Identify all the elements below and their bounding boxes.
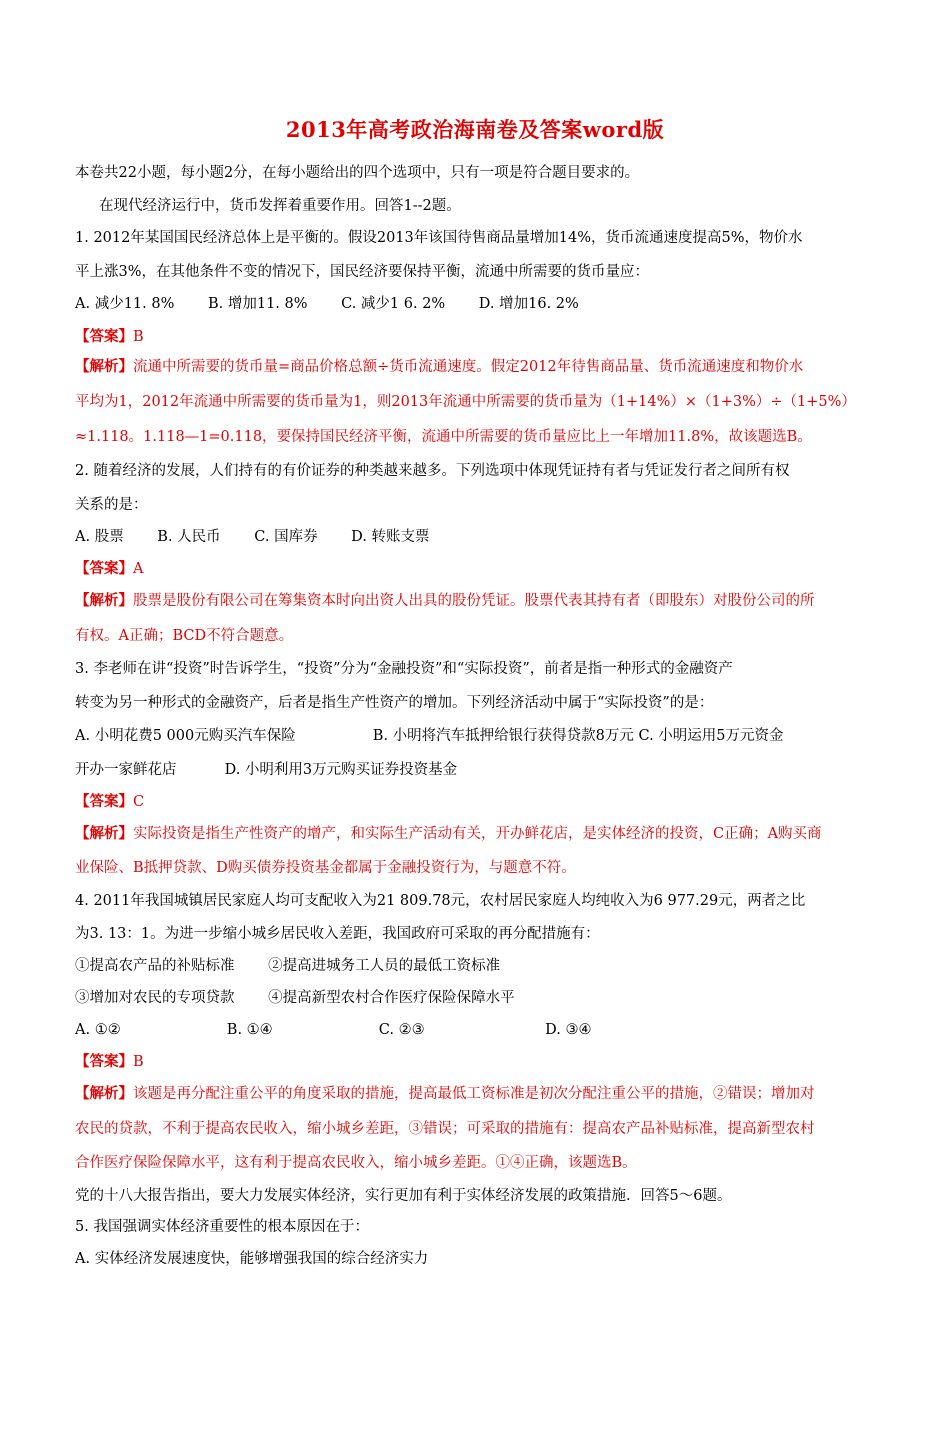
q1-line-2: 平上涨3%，在其他条件不变的情况下，国民经济要保持平衡，流通中所需要的货币量应： bbox=[75, 264, 649, 280]
q1-analysis-3: ≈1.118。1.118—1=0.118，要保持国民经济平衡，流通中所需要的货币量应比上一年增加11.8%，故该题选B。 bbox=[75, 429, 812, 445]
page-title: 2013年高考政治海南卷及答案word版 bbox=[285, 117, 665, 142]
q3-analysis-1 bbox=[75, 824, 875, 844]
q4-analysis-text-1: 该题是再分配注重公平的角度采取的措施，提高最低工资标准是初次分配注重公平的措施，②错误；增加对 bbox=[133, 1086, 815, 1102]
analysis-tag: 【解析】 bbox=[75, 825, 133, 842]
q3-line-1: 3. 李老师在讲“投资”时告诉学生，“投资”分为“金融投资”和“实际投资”，前者是指一种形式的金融资产 bbox=[75, 661, 733, 677]
q2-options: A. 股票 B. 人民币 C. 国库券 D. 转账支票 bbox=[75, 529, 430, 545]
answer-tag: 【答案】 bbox=[75, 328, 133, 345]
answer-tag: 【答案】 bbox=[75, 560, 133, 577]
analysis-tag: 【解析】 bbox=[75, 592, 133, 609]
q4-line-2: 为3. 13：1。为进一步缩小城乡居民收入差距，我国政府可采取的再分配措施有： bbox=[75, 926, 600, 942]
q3-line-4: 开办一家鲜花店 D. 小明利用3万元购买证券投资基金 bbox=[75, 762, 458, 778]
analysis-tag: 【解析】 bbox=[75, 1085, 133, 1102]
analysis-tag: 【解析】 bbox=[75, 358, 133, 375]
q3-analysis-2: 业保险、B抵押贷款、D购买债券投资基金都属于金融投资行为，与题意不符。 bbox=[75, 860, 576, 876]
answer-tag: 【答案】 bbox=[75, 793, 133, 810]
q3-line-2: 转变为另一种形式的金融资产，后者是指生产性资产的增加。下列经济活动中属于“实际投资”的是： bbox=[75, 695, 714, 711]
q1-analysis-2: 平均为1，2012年流通中所需要的货币量为1，则2013年流通中所需要的货币量为（1+14%）×（1+3%）÷（1+5%） bbox=[75, 394, 856, 410]
q4-options: A. ①② B. ①④ C. ②③ D. ③④ bbox=[75, 1022, 592, 1038]
q1-analysis-1 bbox=[75, 357, 875, 377]
q3-answer bbox=[75, 792, 875, 812]
q3-analysis-text-1: 实际投资是指生产性资产的增产，和实际生产活动有关，开办鲜花店，是实体经济的投资，C正确；A购买商 bbox=[133, 826, 822, 842]
answer-tag: 【答案】 bbox=[75, 1053, 133, 1070]
q3-line-3: A. 小明花费5 000元购买汽车保险 B. 小明将汽车抵押给银行获得贷款8万元 C. 小明运用5万元资金 bbox=[75, 728, 784, 744]
q2-analysis-text-1: 股票是股份有限公司在筹集资本时向出资人出具的股份凭证。股票代表其持有者（即股东）对股份公司的所 bbox=[133, 593, 815, 609]
q4-answer bbox=[75, 1052, 875, 1072]
q5-line-1: 5. 我国强调实体经济重要性的根本原因在于： bbox=[75, 1219, 369, 1235]
stem-5-6: 党的十八大报告指出，要大力发展实体经济，实行更加有利于实体经济发展的政策措施．回答5～6题。 bbox=[75, 1188, 732, 1204]
stem-1-2: 在现代经济运行中，货币发挥着重要作用。回答1--2题。 bbox=[99, 198, 461, 214]
q4-line-3: ①提高农产品的补贴标准 ②提高进城务工人员的最低工资标准 bbox=[75, 958, 501, 974]
q4-analysis-1 bbox=[75, 1084, 875, 1104]
q4-line-4: ③增加对农民的专项贷款 ④提高新型农村合作医疗保险保障水平 bbox=[75, 990, 515, 1006]
q2-line-1: 2. 随着经济的发展，人们持有的有价证券的种类越来越多。下列选项中体现凭证持有者与凭证发行者之间所有权 bbox=[75, 463, 790, 479]
q1-line-1: 1. 2012年某国国民经济总体上是平衡的。假设2013年该国待售商品量增加14%，货币流通速度提高5%，物价水 bbox=[75, 230, 803, 246]
intro-text: 本卷共22小题，每小题2分，在每小题给出的四个选项中，只有一项是符合题目要求的。 bbox=[75, 165, 640, 181]
q4-answer-value: B bbox=[133, 1054, 144, 1070]
q4-line-1: 4. 2011年我国城镇居民家庭人均可支配收入为21 809.78元，农村居民家庭人均纯收入为6 977.29元，两者之比 bbox=[75, 893, 806, 909]
q1-analysis-text-1: 流通中所需要的货币量=商品价格总额÷货币流通速度。假定2012年待售商品量、货币流通速度和物价水 bbox=[133, 359, 804, 375]
q4-analysis-3: 合作医疗保险保障水平，这有利于提高农民收入，缩小城乡差距。①④正确，该题选B。 bbox=[75, 1155, 637, 1171]
q1-answer-value: B bbox=[133, 329, 144, 345]
q2-analysis-1 bbox=[75, 591, 875, 611]
q1-options: A. 减少11. 8% B. 增加11. 8% C. 减少1 6. 2% D. 增加16. 2% bbox=[75, 296, 579, 312]
q2-analysis-2: 有权。A正确；BCD不符合题意。 bbox=[75, 628, 294, 644]
q2-answer bbox=[75, 559, 875, 579]
q3-answer-value: C bbox=[133, 794, 145, 810]
q1-answer bbox=[75, 327, 875, 347]
q2-line-2: 关系的是： bbox=[75, 497, 148, 513]
q5-option-a: A. 实体经济发展速度快，能够增强我国的综合经济实力 bbox=[75, 1251, 429, 1267]
q2-answer-value: A bbox=[133, 561, 144, 577]
q4-analysis-2: 农民的贷款，不利于提高农民收入，缩小城乡差距，③错误；可采取的措施有：提高农产品补贴标准，提高新型农村 bbox=[75, 1121, 815, 1137]
